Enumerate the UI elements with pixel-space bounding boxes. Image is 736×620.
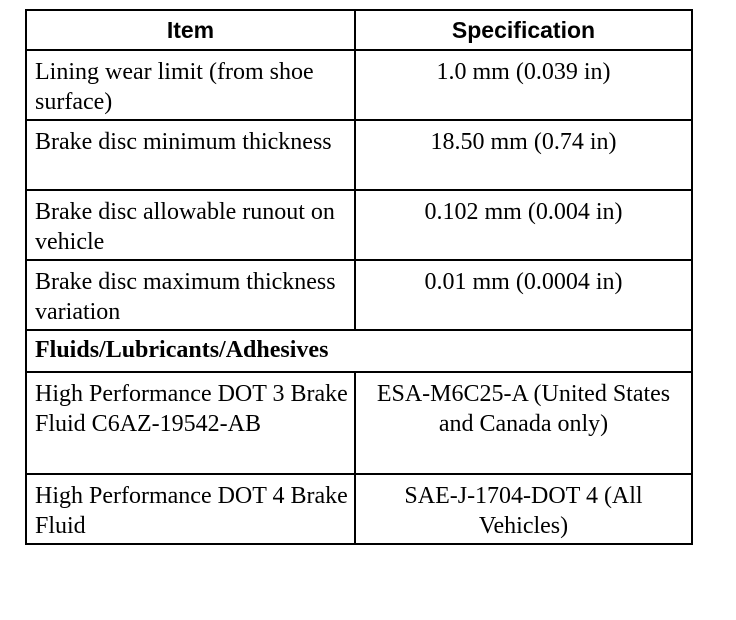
- specification-table: [25, 9, 693, 545]
- spec-cell: 0.01 mm (0.0004 in): [355, 260, 692, 330]
- spec-cell: 18.50 mm (0.74 in): [355, 120, 692, 190]
- table-row: [26, 372, 692, 474]
- item-cell: Brake disc allowable runout on vehicle: [26, 190, 355, 260]
- table-row: [26, 50, 692, 120]
- item-cell: Brake disc maximum thickness variation: [26, 260, 355, 330]
- spec-cell: ESA-M6C25-A (United States and Canada only): [355, 372, 692, 474]
- item-cell: Lining wear limit (from shoe surface): [26, 50, 355, 120]
- item-cell: High Performance DOT 3 Brake Fluid C6AZ-19542-AB: [26, 372, 355, 474]
- spec-cell: SAE-J-1704-DOT 4 (All Vehicles): [355, 474, 692, 544]
- spec-cell: 1.0 mm (0.039 in): [355, 50, 692, 120]
- table-row: [26, 190, 692, 260]
- header-specification: Specification: [355, 10, 692, 50]
- section-heading: Fluids/Lubricants/Adhesives: [26, 330, 692, 372]
- table-row: [26, 474, 692, 544]
- table-row: [26, 120, 692, 190]
- item-cell: Brake disc minimum thickness: [26, 120, 355, 190]
- item-cell: High Performance DOT 4 Brake Fluid: [26, 474, 355, 544]
- header-item: Item: [26, 10, 355, 50]
- header-row: [26, 10, 692, 50]
- spec-cell: 0.102 mm (0.004 in): [355, 190, 692, 260]
- section-row: [26, 330, 692, 372]
- table-row: [26, 260, 692, 330]
